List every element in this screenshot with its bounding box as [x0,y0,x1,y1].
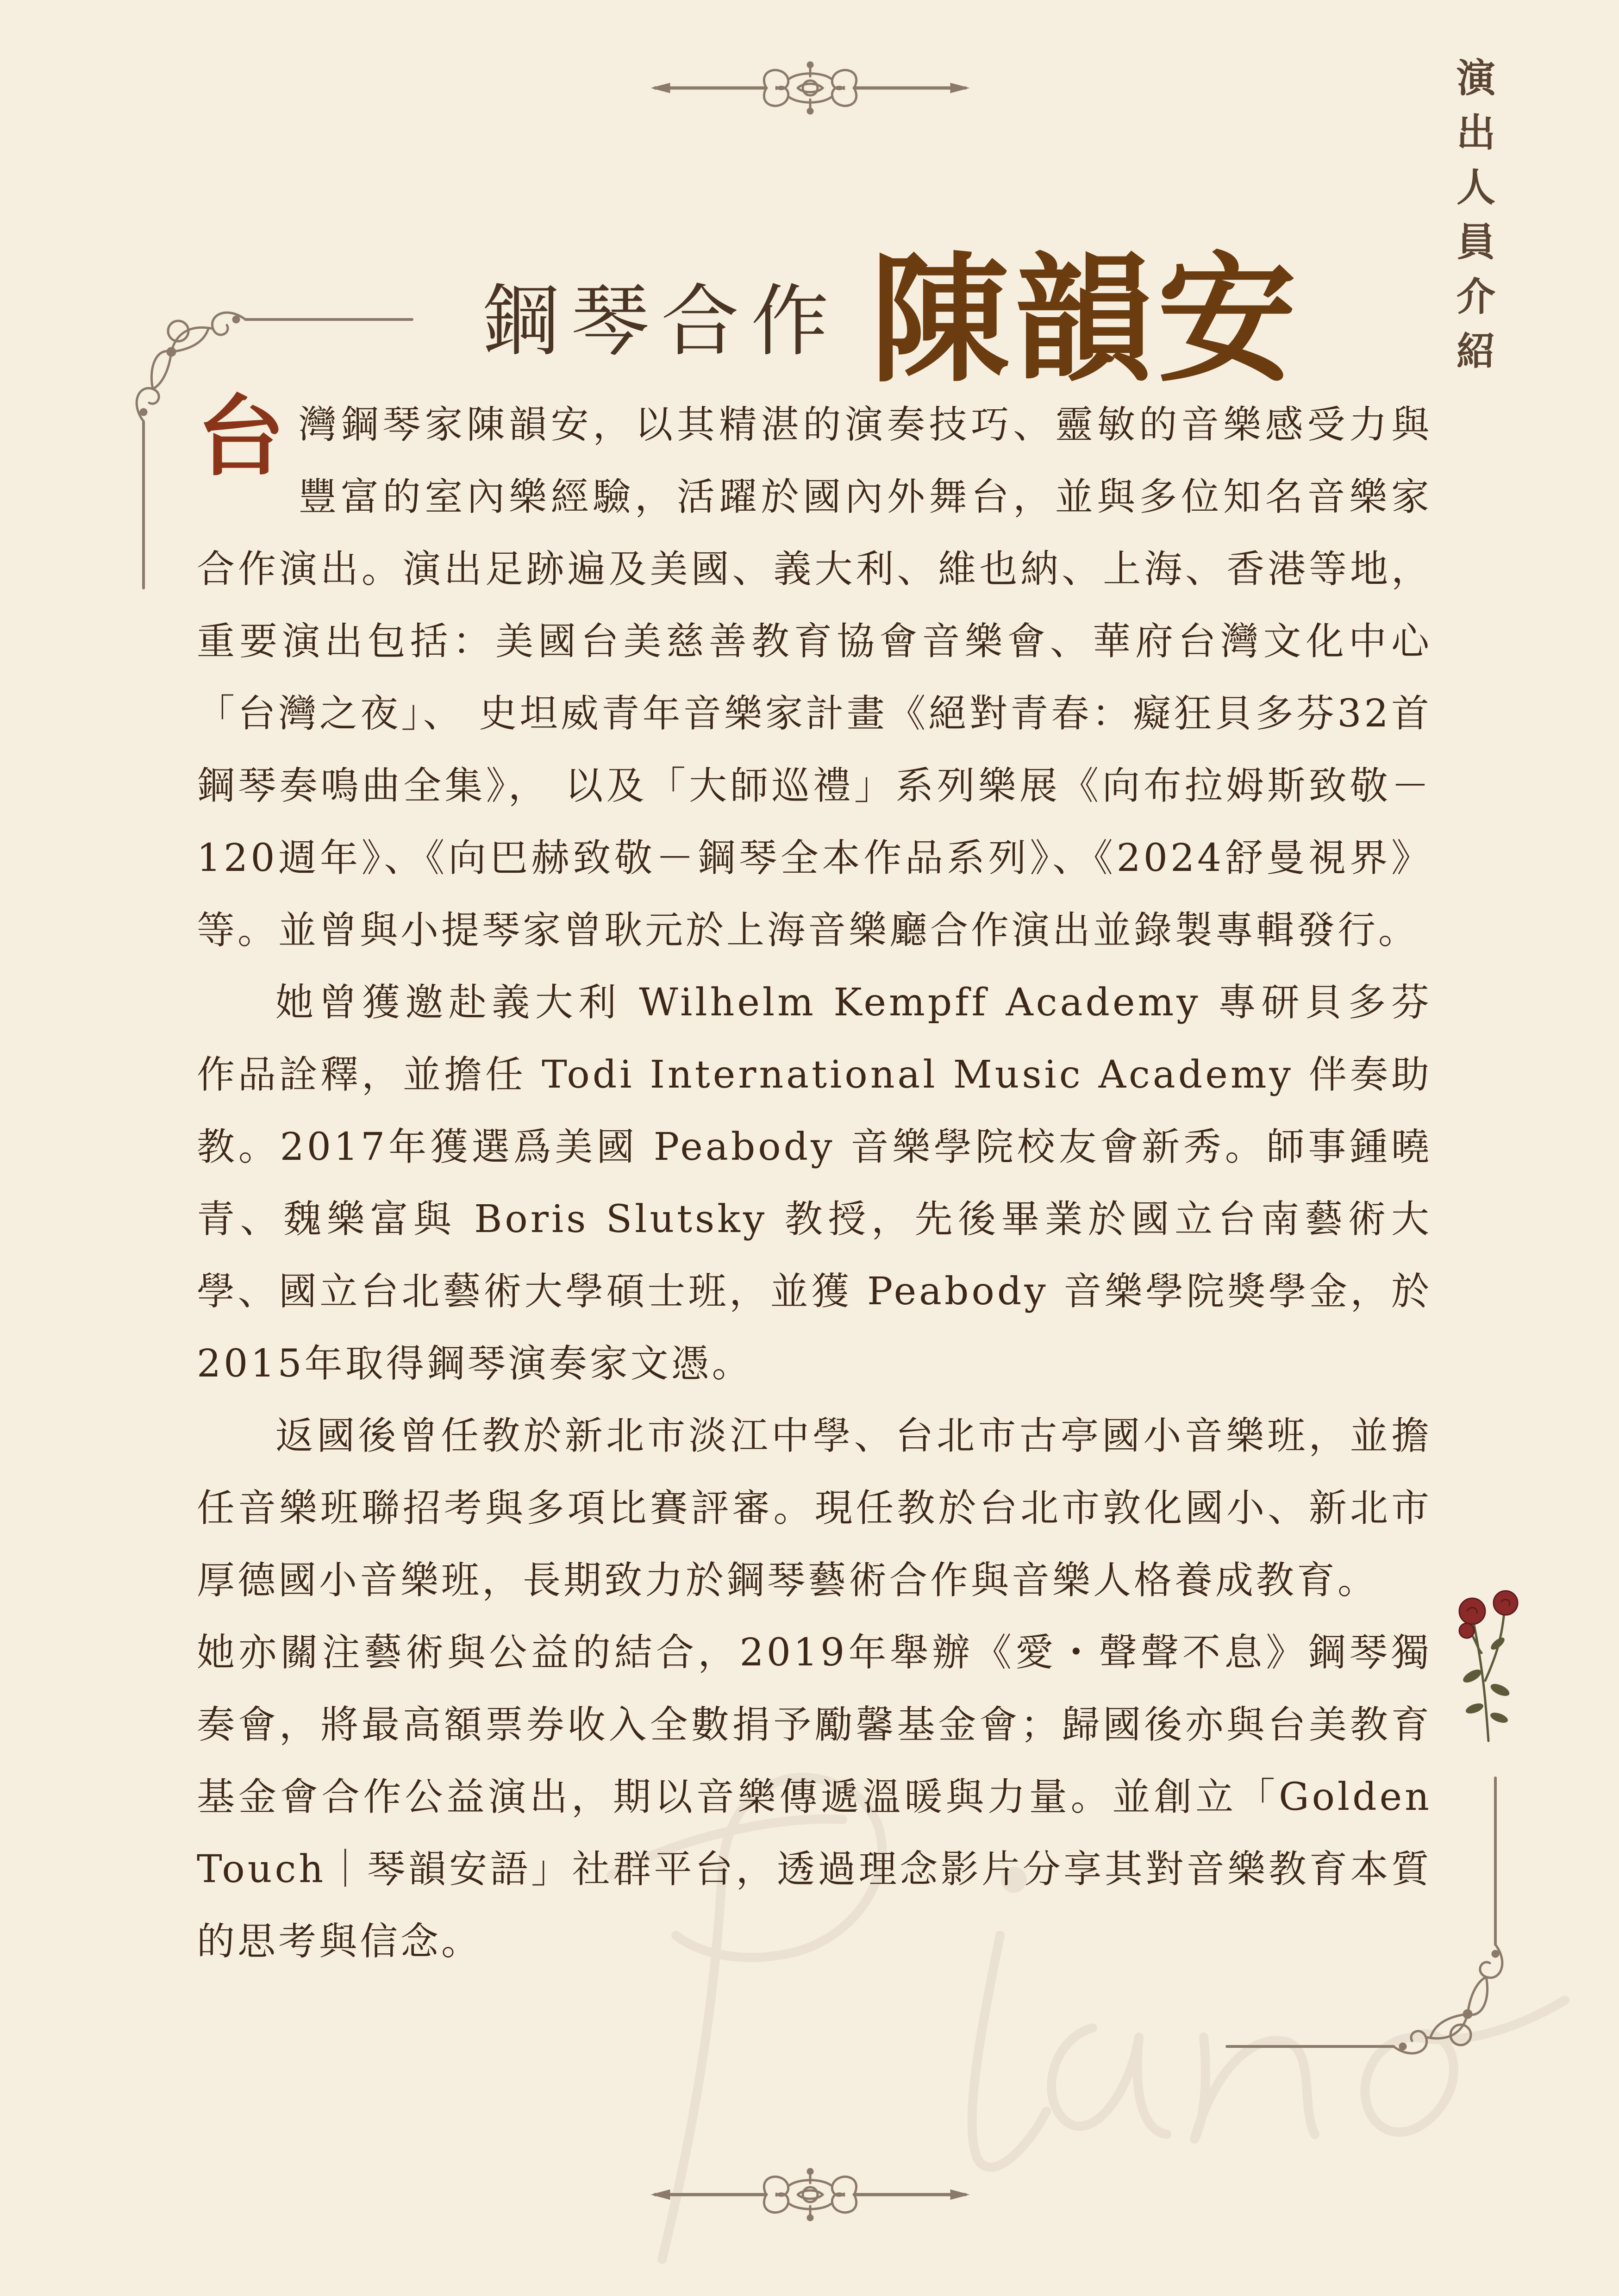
biography-paragraph: 她亦關注藝術與公益的結合，2019年舉辦《愛・聲聲不息》鋼琴獨奏會，將最高額票券收入全數捐予勵馨基金會；歸國後亦與台美教育基金會合作公益演出，期以音樂傳遞溫暖與力量。並創立「Golden Touch｜琴韻安語」社群平台，透過理念影片分享其對音樂教育本質的思考與信念。 [197,1631,1432,1964]
scroll-ornament-icon [650,56,970,120]
section-label-line: 人員 [1456,164,1497,265]
biography-paragraph: 她曾獲邀赴義大利 Wilhelm Kempff Academy 專研貝多芬作品詮釋，並擔任 Todi International Music Academy 伴奏助教。2017年獲選爲美國 Peabody 音樂學院校友會新秀。師事鍾曉青、魏樂富與 Boris Slutsky 教授，先後畢業於國立台南藝術大學、國立台北藝術大學碩士班，並獲 Peabody 音樂學院獎學金，於2015年取得鋼琴演奏家文憑。 [197,981,1432,1386]
section-label-line: 介紹 [1456,274,1497,374]
performer-role: 鋼琴合作 [481,276,841,367]
performer-name: 陳韻安 [870,238,1301,401]
drop-cap: 台 [197,385,288,488]
watermark-text: Piano [546,1676,548,1677]
biography-paragraph [197,385,1432,967]
page-title [481,204,1407,401]
rose-sprig-icon [1454,1588,1523,1745]
biography-text [197,385,1432,1978]
scroll-ornament-icon [650,2162,970,2227]
biography-paragraph: 返國後曾任教於新北市淡江中學、台北市古亭國小音樂班，並擔任音樂班聯招考與多項比賽評審。現任教於台北市敦化國小、新北市厚德國小音樂班，長期致力於鋼琴藝術合作與音樂人格養成教育。 [197,1414,1432,1602]
section-label [1444,51,1509,379]
section-label-line: 演出 [1456,55,1497,156]
paragraph-text: 灣鋼琴家陳韻安，以其精湛的演奏技巧、靈敏的音樂感受力與豐富的室內樂經驗，活躍於國內外舞台，並與多位知名音樂家合作演出。演出足跡遍及美國、義大利、維也納、上海、香港等地，重要演出包括：美國台美慈善教育協會音樂會、華府台灣文化中心「台灣之夜」、 史坦威青年音樂家計畫《絕對青春：癡狂貝多芬32首鋼琴奏鳴曲全集》， 以及「大師巡禮」系列樂展《向布拉姆斯致敬－120週年》、《向巴赫致敬－鋼琴全本作品系列》、《2024舒曼視界》等。並曾與小提琴家曾耿元於上海音樂廳合作演出並錄製專輯發行。 [197,403,1432,952]
